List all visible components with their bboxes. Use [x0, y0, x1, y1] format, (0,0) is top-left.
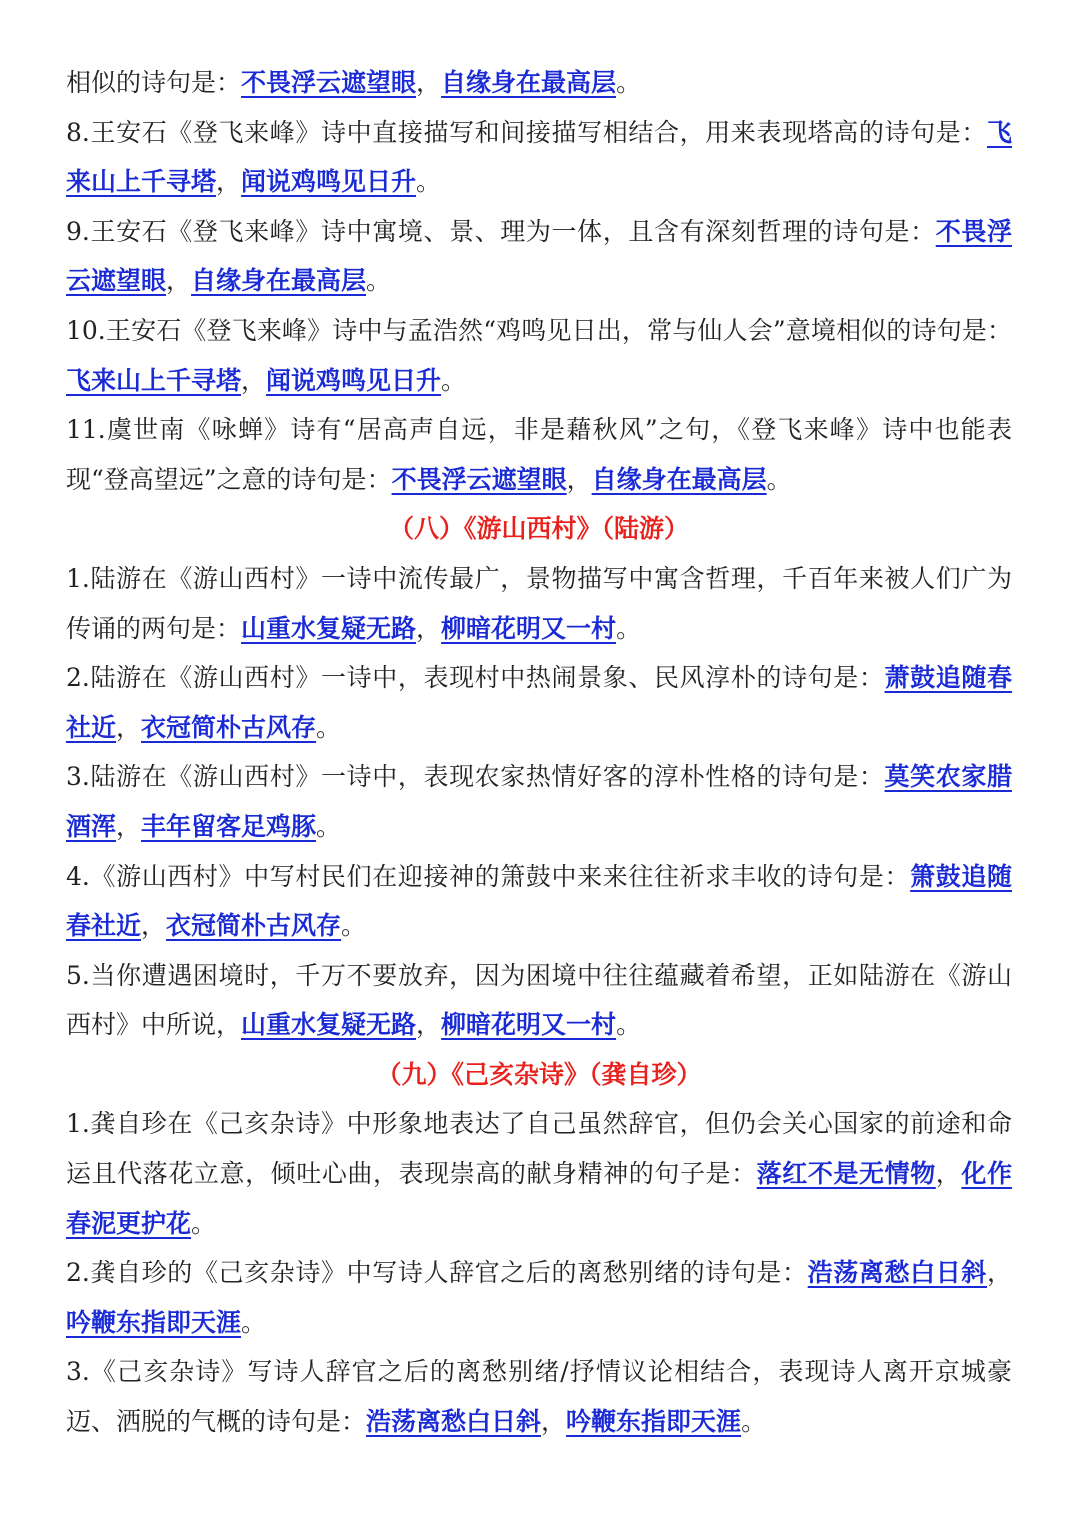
- section-heading: （八）《游山西村》（陆游）: [388, 514, 689, 544]
- answer-text: 化作春泥更护花: [66, 1159, 1012, 1238]
- question-text: 。: [616, 613, 642, 643]
- answer-text: 莫笑农家腊酒浑: [66, 762, 1012, 841]
- question-text: 2.陆游在《游山西村》一诗中，表现村中热闹景象、民风淳朴的诗句是：: [66, 663, 885, 693]
- question-text: ，: [935, 1159, 962, 1189]
- question-text: 。: [366, 266, 392, 296]
- question-item: [66, 554, 1012, 653]
- question-text: 8.王安石《登飞来峰》诗中直接描写和间接描写相结合，用来表现塔高的诗句是：: [66, 117, 987, 147]
- answer-text: 衣冠简朴古风存: [166, 911, 342, 941]
- question-text: ，: [241, 365, 267, 395]
- question-text: 。: [316, 811, 342, 841]
- question-text: 1.陆游在《游山西村》一诗中流传最广，景物描写中寓含哲理，千百年来被人们广为传诵的两句是：: [66, 563, 1012, 643]
- question-text: ，: [116, 811, 142, 841]
- question-text: 5.当你遭遇困境时，千万不要放弃，因为困境中往往蕴藏着希望，正如陆游在《游山西村》中所说，: [66, 960, 1012, 1040]
- question-text: ，: [216, 167, 242, 197]
- question-text: 。: [191, 1208, 217, 1238]
- question-item: [66, 58, 1012, 108]
- answer-text: 闻说鸡鸣见日升: [266, 365, 442, 395]
- question-text: ，: [141, 911, 167, 941]
- question-item: [66, 852, 1012, 951]
- answer-text: 吟鞭东指即天涯: [566, 1407, 742, 1437]
- question-item: [66, 951, 1012, 1050]
- question-text: ，: [416, 1010, 442, 1040]
- answer-text: 自缘身在最高层: [591, 464, 767, 494]
- question-item: [66, 108, 1012, 207]
- question-text: ，: [416, 68, 442, 97]
- answer-text: 落红不是无情物: [756, 1159, 936, 1189]
- answer-text: 不畏浮云遮望眼: [241, 68, 417, 97]
- document-page: [66, 58, 1012, 1447]
- answer-text: 飞来山上千寻塔: [66, 117, 1012, 197]
- question-text: 11.虞世南《咏蝉》诗有“居高声自远，非是藉秋风”之句，《登飞来峰》诗中也能表现“登高望远”之意的诗句是：: [66, 415, 1012, 494]
- answer-text: 自缘身在最高层: [441, 68, 617, 97]
- question-text: 。: [316, 712, 342, 742]
- answer-text: 不畏浮云遮望眼: [391, 464, 567, 494]
- answer-text: 柳暗花明又一村: [441, 1010, 617, 1040]
- answer-text: 衣冠简朴古风存: [141, 712, 317, 742]
- question-text: 3.《己亥杂诗》写诗人辞官之后的离愁别绪/抒情议论相结合，表现诗人离开京城豪迈、洒脱的气概的诗句是：: [66, 1357, 1012, 1437]
- question-item: [66, 752, 1012, 851]
- answer-text: 柳暗花明又一村: [441, 613, 617, 643]
- question-text: 9.王安石《登飞来峰》诗中寓境、景、理为一体，且含有深刻哲理的诗句是：: [66, 216, 936, 246]
- question-item: [66, 1347, 1012, 1446]
- answer-text: 萧鼓追随春社近: [66, 663, 1012, 742]
- question-text: 。: [741, 1407, 767, 1437]
- question-text: ，: [166, 266, 192, 296]
- question-text: 。: [241, 1307, 267, 1337]
- question-item: [66, 1248, 1012, 1347]
- answer-text: 山重水复疑无路: [241, 1010, 417, 1040]
- question-text: 相似的诗句是：: [66, 68, 242, 97]
- question-text: 3.陆游在《游山西村》一诗中，表现农家热情好客的淳朴性格的诗句是：: [66, 762, 885, 792]
- answer-text: 飞来山上千寻塔: [66, 365, 242, 395]
- question-text: 10.王安石《登飞来峰》诗中与孟浩然“鸡鸣见日出，常与仙人会”意境相似的诗句是：: [66, 315, 1012, 345]
- question-item: [66, 207, 1012, 306]
- question-text: 。: [766, 464, 792, 494]
- question-text: 。: [441, 365, 467, 395]
- question-text: 。: [416, 167, 442, 197]
- answer-text: 浩荡离愁白日斜: [807, 1258, 987, 1288]
- answer-text: 山重水复疑无路: [241, 613, 417, 643]
- answer-text: 丰年留客足鸡豚: [141, 811, 317, 841]
- answer-text: 浩荡离愁白日斜: [366, 1407, 542, 1437]
- question-text: 。: [341, 911, 367, 941]
- question-item: [66, 405, 1012, 504]
- answer-text: 不畏浮云遮望眼: [66, 216, 1012, 296]
- question-text: 4.《游山西村》中写村民们在迎接神的箫鼓中来来往往祈求丰收的诗句是：: [66, 861, 911, 891]
- question-item: [66, 306, 1012, 405]
- question-text: 。: [616, 1010, 642, 1040]
- question-text: ，: [541, 1407, 567, 1437]
- answer-text: 闻说鸡鸣见日升: [241, 167, 417, 197]
- answer-text: 自缘身在最高层: [191, 266, 367, 296]
- question-text: 1.龚自珍在《己亥杂诗》中形象地表达了自己虽然辞官，但仍会关心国家的前途和命运且代落花立意，倾吐心曲，表现崇高的献身精神的句子是：: [66, 1109, 1012, 1189]
- question-text: ，: [566, 464, 592, 494]
- question-item: [66, 653, 1012, 752]
- question-text: ，: [986, 1258, 1012, 1288]
- question-item: [66, 1099, 1012, 1248]
- answer-text: 箫鼓追随春社近: [66, 861, 1012, 941]
- answer-text: 吟鞭东指即天涯: [66, 1307, 242, 1337]
- question-text: ，: [416, 613, 442, 643]
- section-heading: （九）《己亥杂诗》（龚自珍）: [376, 1059, 702, 1089]
- question-text: ，: [116, 712, 142, 742]
- question-text: 2.龚自珍的《己亥杂诗》中写诗人辞官之后的离愁别绪的诗句是：: [66, 1258, 808, 1288]
- question-text: 。: [616, 68, 642, 97]
